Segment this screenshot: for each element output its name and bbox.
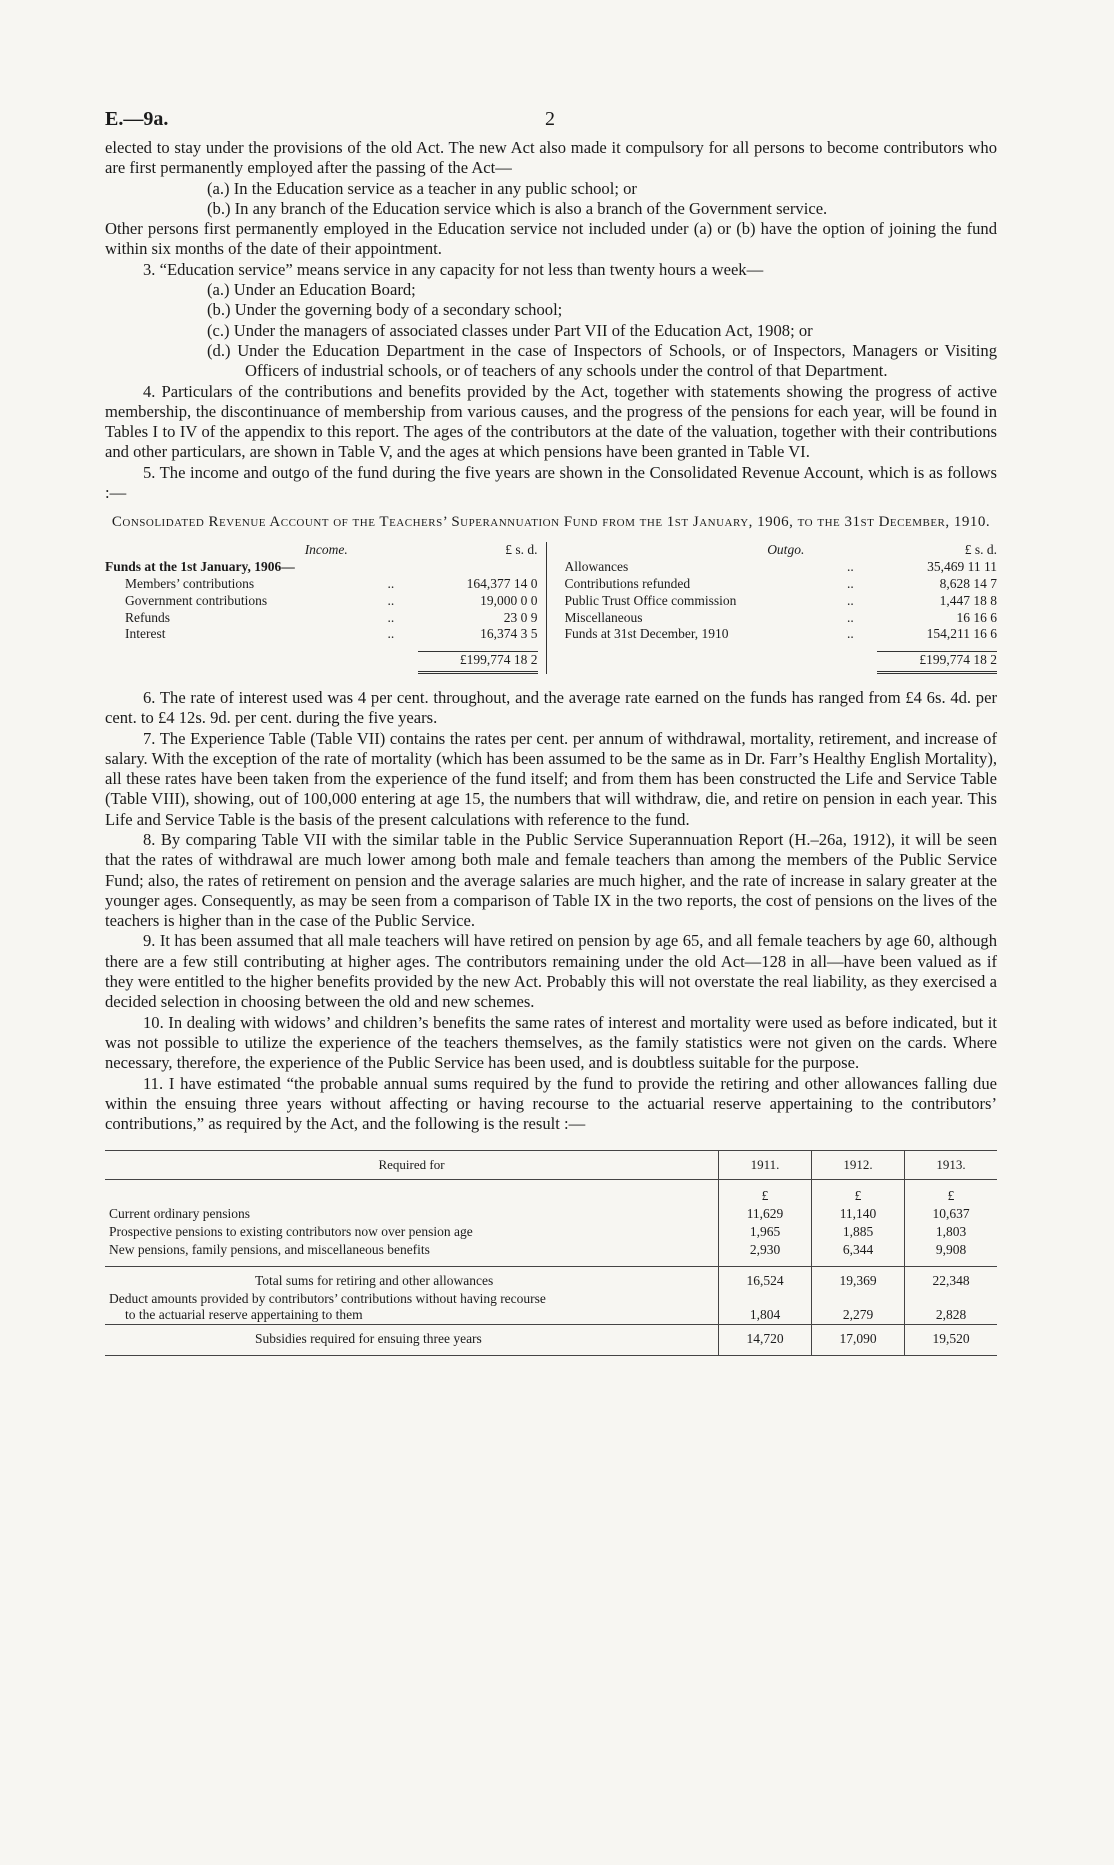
outgo-row: Miscellaneous .. 16 16 6	[564, 609, 997, 625]
intro-item-a: (a.) In the Education service as a teacher in any public school; or	[207, 178, 637, 198]
required-for-header: Required for	[105, 1151, 719, 1180]
document-page	[105, 108, 997, 1356]
intro-item-b: (b.) In any branch of the Education service which is also a branch of the Government service.	[207, 198, 828, 218]
income-total: £199,774 18 2	[459, 652, 538, 668]
year-header: 1913.	[905, 1151, 998, 1180]
section3-item-d: (d.) Under the Education Department in the case of Inspectors of Schools, or of Inspectors, Managers or Visiting Officers of industrial schools, or of teachers of any schools under the control of that Department.	[207, 340, 997, 381]
outgo-column	[547, 542, 998, 674]
income-column	[105, 542, 547, 674]
outgo-row: Funds at 31st December, 1910 .. 154,211 16 6	[564, 626, 997, 642]
income-row: Government contributions .. 19,000 0 0	[125, 592, 538, 608]
income-heading: Income.	[304, 542, 348, 558]
intro-paragraph: elected to stay under the provisions of the old Act. The new Act also made it compulsory for all persons to become contributors who are first permanently employed after the passing of the Act—	[105, 138, 997, 178]
intro-paragraph-2: Other persons first permanently employed in the Education service not included under (a) or (b) have the option of joining the fund within six months of the date of their appointment.	[105, 219, 997, 259]
income-group-label: Funds at the 1st January, 1906—	[105, 559, 295, 575]
revenue-account	[105, 542, 997, 674]
table-row: Current ordinary pensions 11,629 11,140 10,637	[105, 1205, 997, 1223]
income-row: Members’ contributions .. 164,377 14 0	[125, 575, 538, 591]
outgo-row: Contributions refunded .. 8,628 14 7	[564, 575, 997, 591]
required-sums-table	[105, 1150, 997, 1356]
paragraph-5: 5. The income and outgo of the fund during the five years are shown in the Consolidated Revenue Account, which is as follows :—	[105, 462, 997, 503]
page-number: 2	[545, 108, 555, 130]
paragraph-6: 6. The rate of interest used was 4 per cent. throughout, and the average rate earned on the funds has ranged from £4 6s. 4d. per cent. to £4 12s. 9d. per cent. during the five years.	[105, 687, 997, 728]
section3-item-b: (b.) Under the governing body of a secondary school;	[207, 300, 563, 320]
currency-symbol: £	[905, 1180, 998, 1206]
year-header: 1911.	[719, 1151, 812, 1180]
currency-symbol: £	[812, 1180, 905, 1206]
total-row: Total sums for retiring and other allowances 16,524 19,369 22,348	[105, 1267, 997, 1291]
table-row: New pensions, family pensions, and miscellaneous benefits 2,930 6,344 9,908	[105, 1241, 997, 1267]
account-title: Consolidated Revenue Account of the Teachers’ Superannuation Fund from the 1st January, 1906, to the 31st December, 1910.	[111, 514, 991, 531]
currency-symbol: £	[719, 1180, 812, 1206]
paragraph-3: 3. “Education service” means service in any capacity for not less than twenty hours a week—	[143, 259, 764, 279]
paragraph-8: 8. By comparing Table VII with the similar table in the Public Service Superannuation Report (H.–26a, 1912), it will be seen that the rates of withdrawal are much lower among both male and female teachers than among the members of the Public Service Fund; also, the rates of retirement on pension and the average salaries are much higher, and the rate of increase in salary greater at the younger ages. Consequently, as may be seen from a comparison of Table IX in the two reports, the cost of pensions on the lives of the teachers is higher than in the case of the Public Service.	[105, 830, 997, 931]
outgo-row: Public Trust Office commission .. 1,447 18 8	[564, 592, 997, 608]
document-code: E.—9a.	[105, 108, 169, 130]
paragraph-11: 11. I have estimated “the probable annual sums required by the fund to provide the retiring and other allowances falling due within the ensuing three years without affecting or having recourse to the actuarial reserve appertaining to the contributors’ contributions,” as required by the Act, and the following is the result :—	[105, 1073, 997, 1134]
paragraph-10: 10. In dealing with widows’ and children’s benefits the same rates of interest and mortality were used as before indicated, but it was not possible to utilize the experience of the teachers themselves, as the family statistics were not given on the cards. Where necessary, therefore, the experience of the Public Service has been used, and is doubtless suitable for the purpose.	[105, 1012, 997, 1073]
deduct-row: Deduct amounts provided by contributors’ contributions without having recourse to the actuarial reserve appertaining to them 1,804 2,279 2,828	[105, 1290, 997, 1325]
outgo-row: Allowances .. 35,469 11 11	[564, 559, 997, 575]
subsidy-row: Subsidies required for ensuing three years 14,720 17,090 19,520	[105, 1325, 997, 1356]
table-row: Prospective pensions to existing contributors now over pension age 1,965 1,885 1,803	[105, 1223, 997, 1241]
section3-item-c: (c.) Under the managers of associated classes under Part VII of the Education Act, 1908; or	[207, 320, 813, 340]
section3-item-a: (a.) Under an Education Board;	[207, 280, 416, 300]
outgo-heading: Outgo.	[767, 542, 805, 558]
year-header: 1912.	[812, 1151, 905, 1180]
income-currency-heading: £ s. d.	[505, 542, 538, 558]
income-row: Interest .. 16,374 3 5	[125, 626, 538, 642]
page-header	[105, 108, 997, 138]
paragraph-4: 4. Particulars of the contributions and benefits provided by the Act, together with statements showing the progress of active membership, the discontinuance of membership from various causes, and the progress of the pensions for each year, will be found in Tables I to IV of the appendix to this report. The ages of the contributors at the date of the valuation, together with their contributions and other particulars, are shown in Table V, and the ages at which pensions have been granted in Table VI.	[105, 381, 997, 462]
paragraph-9: 9. It has been assumed that all male teachers will have retired on pension by age 65, and all female teachers by age 60, although there are a few still contributing at higher ages. The contributors remaining under the old Act—128 in all—have been valued as if they were entitled to the higher benefits provided by the new Act. Probably this will not overstate the real liability, as they exercised a decided selection in choosing between the old and new schemes.	[105, 931, 997, 1012]
paragraph-7: 7. The Experience Table (Table VII) contains the rates per cent. per annum of withdrawal, mortality, retirement, and increase of salary. With the exception of the rate of mortality (which has been assumed to be the same as in Dr. Farr’s Healthy English Mortality), all these rates have been taken from the experience of the fund itself; and from them has been constructed the Life and Service Table (Table VIII), showing, out of 100,000 entering at age 15, the numbers that will withdraw, die, and retire on pension in each year. This Life and Service Table is the basis of the present calculations with reference to the fund.	[105, 728, 997, 829]
income-row: Refunds .. 23 0 9	[125, 609, 538, 625]
outgo-total: £199,774 18 2	[919, 652, 997, 668]
outgo-currency-heading: £ s. d.	[964, 542, 997, 558]
